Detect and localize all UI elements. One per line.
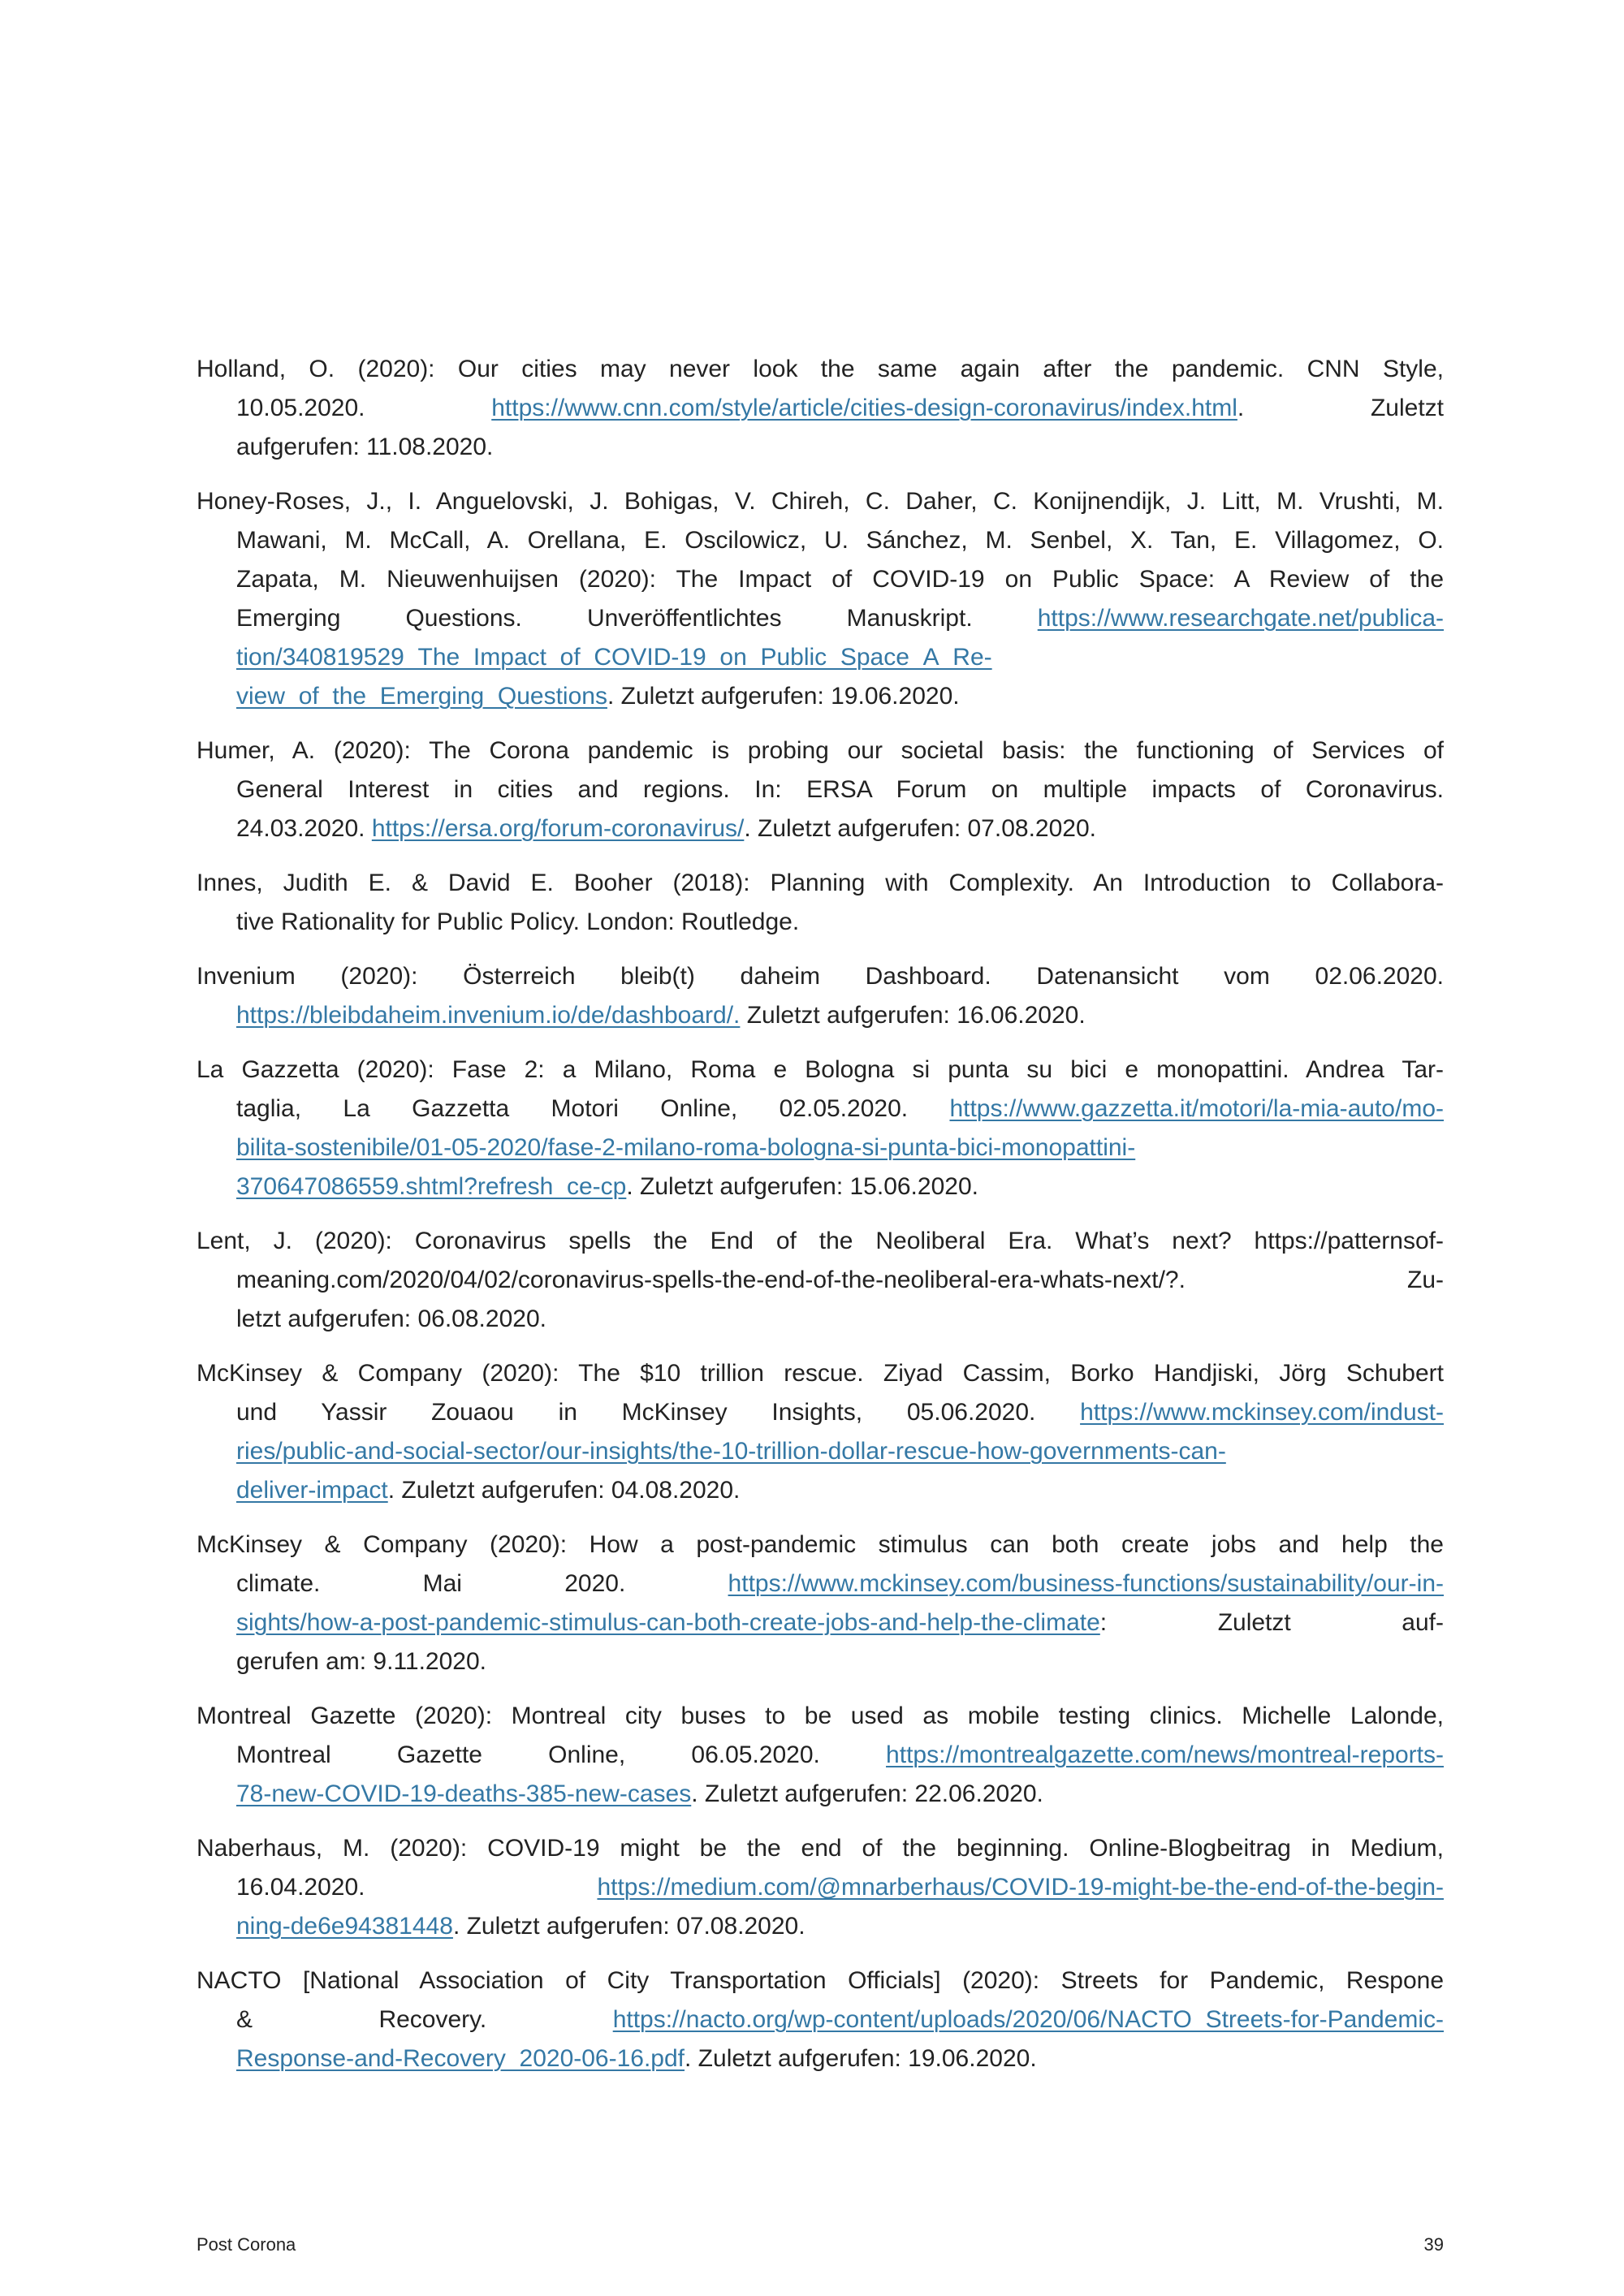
reference-line: Naberhaus, M. (2020): COVID-19 might be the end of the beginning. Online-Blogbeitrag in Medium, — [197, 1835, 1444, 1862]
reference-line: Holland, O. (2020): Our cities may never look the same again after the pandemic. CNN Style, — [197, 356, 1444, 382]
reference-text: . Zuletzt aufgerufen: 07.08.2020. — [744, 815, 1096, 842]
reference-list — [197, 350, 1444, 2078]
reference-entry — [197, 350, 1444, 467]
reference-line — [236, 1603, 1444, 1642]
reference-line: aufgerufen: 11.08.2020. — [236, 434, 494, 460]
reference-line: gerufen am: 9.11.2020. — [236, 1648, 486, 1675]
reference-line — [236, 1129, 1444, 1167]
reference-line: NACTO [National Association of City Transportation Officials] (2020): Streets for Pandemic, Respone — [197, 1967, 1444, 1994]
reference-line — [236, 677, 1444, 716]
reference-line: meaning.com/2020/04/02/coronavirus-spells-the-end-of-the-neoliberal-era-whats-next/?. Zu- — [236, 1267, 1444, 1293]
reference-line — [236, 1907, 1444, 1946]
reference-line — [236, 1167, 1444, 1206]
reference-line: Honey-Roses, J., I. Anguelovski, J. Bohigas, V. Chireh, C. Daher, C. Konijnendijk, J. Litt, M. Vrushti, M. — [197, 488, 1444, 515]
reference-line — [236, 996, 1444, 1035]
reference-link[interactable]: sights/how-a-post-pandemic-stimulus-can-both-create-jobs-and-help-the-climate — [236, 1609, 1100, 1636]
reference-link[interactable]: view_of_the_Emerging_Questions — [236, 683, 607, 710]
reference-text: . Zuletzt aufgerufen: 22.06.2020. — [691, 1780, 1043, 1807]
reference-entry — [197, 1829, 1444, 1946]
reference-line: Montreal Gazette (2020): Montreal city buses to be used as mobile testing clinics. Michelle Lalonde, — [197, 1703, 1444, 1729]
reference-text: Zuletzt aufgerufen: 16.06.2020. — [740, 1002, 1086, 1029]
reference-text: . Zuletzt aufgerufen: 19.06.2020. — [607, 683, 960, 710]
reference-line: tive Rationality for Public Policy. London: Routledge. — [236, 908, 800, 935]
reference-line — [236, 389, 1444, 428]
reference-text: . Zuletzt aufgerufen: 04.08.2020. — [387, 1477, 741, 1504]
reference-text: Emerging Questions. Unveröffentlichtes Manuskript. — [236, 605, 1038, 632]
reference-link[interactable]: https://www.mckinsey.com/indust- — [1080, 1399, 1444, 1426]
reference-line — [236, 1471, 1444, 1510]
reference-entry — [197, 482, 1444, 716]
reference-text: . Zuletzt — [1237, 395, 1444, 421]
reference-line — [236, 2039, 1444, 2078]
reference-link[interactable]: https://medium.com/@mnarberhaus/COVID-19-might-be-the-end-of-the-begin- — [597, 1874, 1444, 1901]
reference-line — [236, 599, 1444, 638]
reference-link[interactable]: deliver-impact — [236, 1477, 388, 1504]
reference-entry — [197, 732, 1444, 848]
reference-line — [236, 809, 1444, 848]
reference-line — [236, 1090, 1444, 1129]
reference-line: Zapata, M. Nieuwenhuijsen (2020): The Impact of COVID-19 on Public Space: A Review of the — [236, 566, 1444, 593]
reference-text: : Zuletzt auf- — [1099, 1609, 1444, 1636]
reference-text: . Zuletzt aufgerufen: 15.06.2020. — [626, 1173, 978, 1200]
footer-title: Post Corona — [197, 2234, 296, 2255]
reference-entry — [197, 1354, 1444, 1510]
reference-link[interactable]: https://nacto.org/wp-content/uploads/2020/06/NACTO_Streets-for-Pandemic- — [612, 2006, 1444, 2033]
reference-line: Lent, J. (2020): Coronavirus spells the End of the Neoliberal Era. What’s next? https://patternsof- — [197, 1228, 1444, 1254]
reference-link[interactable]: https://ersa.org/forum-coronavirus/ — [371, 815, 745, 842]
reference-text: und Yassir Zouaou in McKinsey Insights, 05.06.2020. — [236, 1399, 1081, 1426]
reference-entry — [197, 864, 1444, 942]
reference-line: Invenium (2020): Österreich bleib(t) daheim Dashboard. Datenansicht vom 02.06.2020. — [197, 963, 1444, 990]
page-number: 39 — [1423, 2234, 1444, 2255]
reference-line — [236, 638, 1444, 677]
reference-link[interactable]: ries/public-and-social-sector/our-insights/the-10-trillion-dollar-rescue-how-governments-can- — [236, 1438, 1226, 1465]
reference-link[interactable]: https://bleibdaheim.invenium.io/de/dashboard/. — [236, 1002, 741, 1029]
reference-line — [236, 1736, 1444, 1775]
reference-entry — [197, 1962, 1444, 2078]
reference-text: 10.05.2020. — [236, 395, 492, 421]
reference-line — [236, 1564, 1444, 1603]
reference-line: General Interest in cities and regions. In: ERSA Forum on multiple impacts of Coronavirus. — [236, 776, 1444, 803]
reference-text: climate. Mai 2020. — [236, 1570, 728, 1597]
reference-text: . Zuletzt aufgerufen: 07.08.2020. — [452, 1913, 806, 1940]
reference-line — [236, 1432, 1444, 1471]
reference-entry — [197, 957, 1444, 1035]
reference-line — [236, 1868, 1444, 1907]
reference-line: Mawani, M. McCall, A. Orellana, E. Oscilowicz, U. Sánchez, M. Senbel, X. Tan, E. Villagomez, O. — [236, 527, 1444, 554]
reference-link[interactable]: https://www.gazzetta.it/motori/la-mia-auto/mo- — [949, 1095, 1444, 1122]
reference-text: Montreal Gazette Online, 06.05.2020. — [236, 1741, 887, 1768]
reference-text: . Zuletzt aufgerufen: 19.06.2020. — [685, 2045, 1037, 2072]
reference-link[interactable]: tion/340819529_The_Impact_of_COVID-19_on_Public_Space_A_Re- — [236, 644, 992, 671]
reference-line: McKinsey & Company (2020): How a post-pandemic stimulus can both create jobs and help the — [197, 1531, 1444, 1558]
reference-link[interactable]: https://www.cnn.com/style/article/cities-design-coronavirus/index.html — [491, 395, 1237, 421]
reference-link[interactable]: https://montrealgazette.com/news/montreal-reports- — [886, 1741, 1444, 1768]
reference-line: letzt aufgerufen: 06.08.2020. — [236, 1306, 546, 1332]
page-footer — [197, 2233, 1444, 2257]
reference-text: 16.04.2020. — [236, 1874, 598, 1901]
reference-line — [236, 1775, 1444, 1814]
reference-text: taglia, La Gazzetta Motori Online, 02.05.2020. — [236, 1095, 950, 1122]
reference-link[interactable]: https://www.mckinsey.com/business-functions/sustainability/our-in- — [728, 1570, 1444, 1597]
reference-line — [236, 1393, 1444, 1432]
reference-entry — [197, 1697, 1444, 1814]
reference-line: Innes, Judith E. & David E. Booher (2018): Planning with Complexity. An Introduction to Collabora- — [197, 870, 1444, 896]
reference-link[interactable]: https://www.researchgate.net/publica- — [1037, 605, 1444, 632]
reference-text: 24.03.2020. — [236, 815, 372, 842]
reference-link[interactable]: 78-new-COVID-19-deaths-385-new-cases — [236, 1780, 692, 1807]
reference-entry — [197, 1222, 1444, 1339]
reference-link[interactable]: bilita-sostenibile/01-05-2020/fase-2-milano-roma-bologna-si-punta-bici-monopattini- — [236, 1134, 1136, 1161]
reference-entry — [197, 1051, 1444, 1206]
reference-text: & Recovery. — [236, 2006, 613, 2033]
reference-link[interactable]: ning-de6e94381448 — [236, 1913, 453, 1940]
reference-line: Humer, A. (2020): The Corona pandemic is probing our societal basis: the functioning of Services of — [197, 737, 1444, 764]
reference-line: McKinsey & Company (2020): The $10 trillion rescue. Ziyad Cassim, Borko Handjiski, Jörg Schubert — [197, 1360, 1444, 1387]
reference-link[interactable]: 370647086559.shtml?refresh_ce-cp — [236, 1173, 627, 1200]
reference-line — [236, 2000, 1444, 2039]
reference-entry — [197, 1526, 1444, 1681]
reference-line: La Gazzetta (2020): Fase 2: a Milano, Roma e Bologna si punta su bici e monopattini. Andrea Tar- — [197, 1056, 1444, 1083]
reference-link[interactable]: Response-and-Recovery_2020-06-16.pdf — [236, 2045, 685, 2072]
